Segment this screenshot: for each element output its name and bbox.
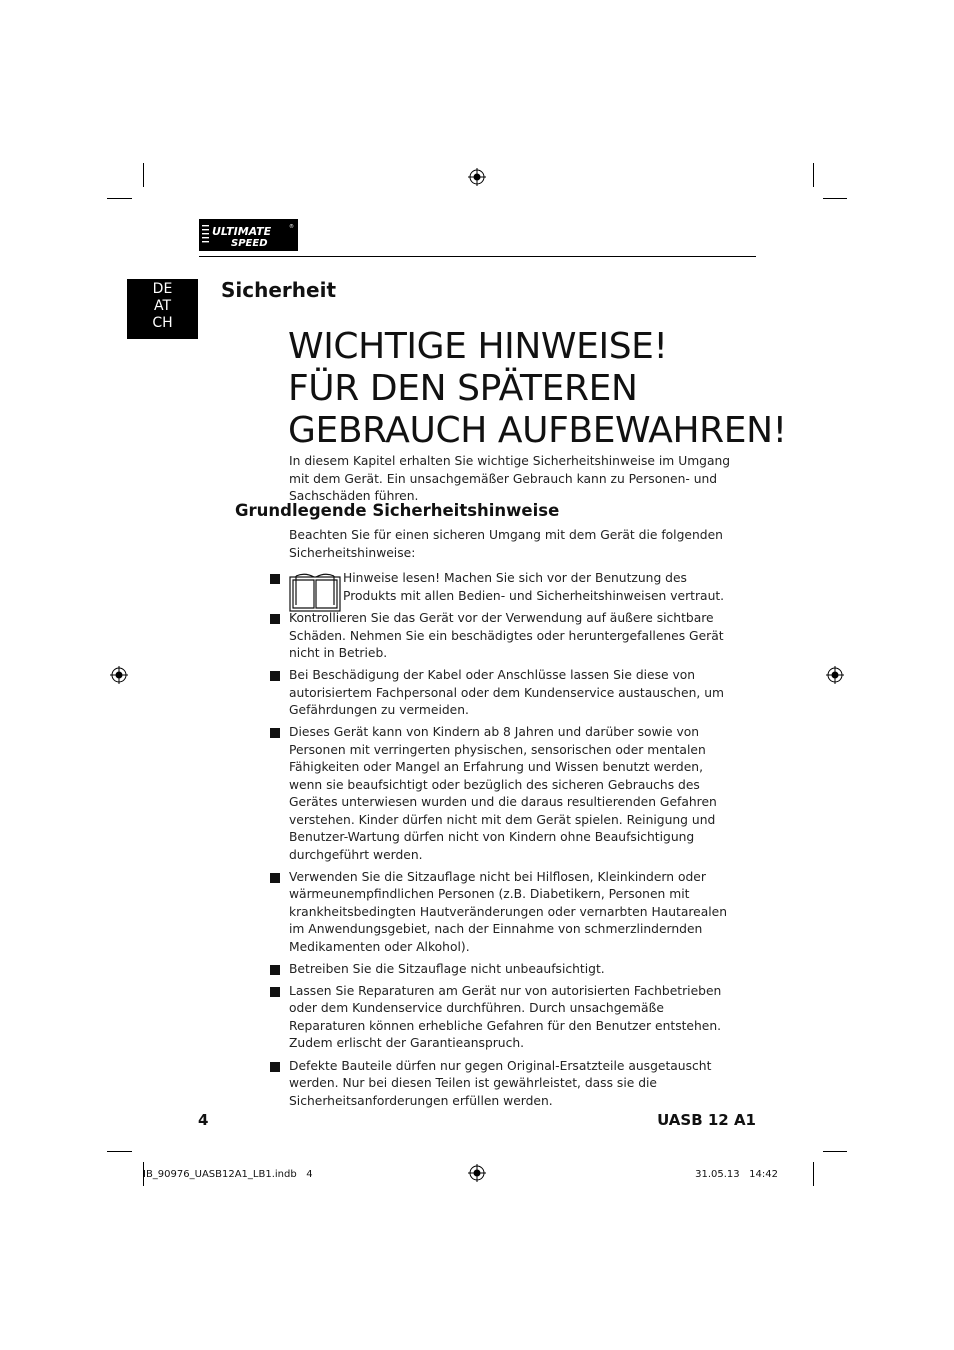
list-item-text: Dieses Gerät kann von Kindern ab 8 Jahren und darüber sowie von Personen mit verringerten physischen, sensorischen oder mentalen Fähigkeiten oder Mangel an Erfahrung und Wissen benutzt werden, wenn sie beaufsichtigt oder bezüglich des sicheren Gebrauchs des Gerätes unterwiesen wurden und die daraus resultierenden Gefahren verstehen. Kinder dürfen nicht mit dem Gerät spielen. Reinigung und Benutzer-Wartung dürfen nicht von Kindern ohne Beaufsichtigung durchgeführt werden. bbox=[289, 725, 717, 862]
list-item bbox=[270, 983, 740, 1053]
list-item-text: Verwenden Sie die Sitzauflage nicht bei Hilflosen, Kleinkindern oder wärmeunempfindlichen Personen (z.B. Diabetikern, Personen mit krankheitsbedingten Hautveränderungen oder vernarbten Hautarealen im Anwendungsgebiet, nach der Einnahme von schmerzlindernden Medikamenten oder Alkohol). bbox=[289, 869, 728, 954]
list-item-text: Bei Beschädigung der Kabel oder Anschlüsse lassen Sie diese von autorisiertem Fachpersonal oder dem Kundenservice austauschen, um Gefährdungen zu vermeiden. bbox=[289, 668, 724, 718]
svg-text:SPEED: SPEED bbox=[231, 238, 268, 249]
registration-mark-icon bbox=[826, 666, 844, 684]
section-title: Sicherheit bbox=[221, 278, 336, 302]
svg-text:ULTIMATE: ULTIMATE bbox=[212, 225, 272, 238]
bullet-square-icon bbox=[270, 728, 280, 738]
bullet-square-icon bbox=[270, 987, 280, 997]
book-icon bbox=[289, 572, 341, 612]
svg-text:®: ® bbox=[289, 224, 294, 230]
model-number: UASB 12 A1 bbox=[657, 1111, 756, 1129]
list-item-text: Betreiben Sie die Sitzauflage nicht unbeaufsichtigt. bbox=[289, 961, 605, 976]
headline-line: FÜR DEN SPÄTEREN bbox=[288, 368, 638, 409]
headline-line: GEBRAUCH AUFBEWAHREN! bbox=[288, 410, 787, 451]
headline-line: WICHTIGE HINWEISE! bbox=[288, 326, 668, 367]
warning-headline bbox=[288, 326, 787, 452]
bullet-square-icon bbox=[270, 965, 280, 975]
subheading: Grundlegende Sicherheitshinweise bbox=[235, 501, 560, 520]
bullet-square-icon bbox=[270, 671, 280, 681]
crop-mark bbox=[813, 1162, 814, 1186]
bullet-square-icon bbox=[270, 873, 280, 883]
brand-logo bbox=[199, 219, 298, 251]
list-item-text: Hinweise lesen! Machen Sie sich vor der Benutzung des Produkts mit allen Bedien- und Sicherheitshinweisen vertraut. bbox=[343, 571, 725, 603]
crop-mark bbox=[107, 1151, 132, 1152]
language-tab bbox=[127, 279, 198, 339]
header-rule bbox=[199, 256, 756, 257]
bullet-square-icon bbox=[270, 574, 280, 584]
list-item bbox=[270, 869, 740, 957]
list-item bbox=[270, 610, 740, 663]
page-number: 4 bbox=[198, 1111, 209, 1129]
lead-paragraph: Beachten Sie für einen sicheren Umgang mit dem Gerät die folgenden Sicherheitshinweise: bbox=[289, 528, 723, 560]
list-item-text: Lassen Sie Reparaturen am Gerät nur von autorisierten Fachbetrieben oder dem Kundenservice durchführen. Durch unsachgemäße Reparaturen können erhebliche Gefahren für den Benutzer entstehen. Zudem erlischt der Garantieanspruch. bbox=[289, 983, 722, 1051]
crop-mark bbox=[823, 1151, 847, 1152]
crop-mark bbox=[143, 163, 144, 187]
list-item bbox=[270, 961, 740, 979]
intro-paragraph: In diesem Kapitel erhalten Sie wichtige Sicherheitshinweise im Umgang mit dem Gerät. Ein unsachgemäßer Gebrauch kann zu Personen- und Sachschäden führen. bbox=[289, 454, 731, 503]
crop-mark bbox=[823, 198, 847, 199]
bullet-square-icon bbox=[270, 1062, 280, 1072]
list-item bbox=[270, 1058, 740, 1111]
registration-mark-icon bbox=[468, 168, 486, 186]
list-item bbox=[270, 570, 740, 605]
bullet-square-icon bbox=[270, 614, 280, 624]
crop-mark bbox=[107, 198, 132, 199]
language-code: DE bbox=[152, 281, 173, 297]
language-code: AT bbox=[153, 298, 172, 314]
language-code: CH bbox=[152, 315, 173, 331]
registration-mark-icon bbox=[110, 666, 128, 684]
crop-mark bbox=[813, 163, 814, 187]
list-item bbox=[270, 667, 740, 720]
list-item bbox=[270, 724, 740, 864]
safety-list bbox=[270, 570, 740, 1115]
print-slug-file: IB_90976_UASB12A1_LB1.indb 4 bbox=[143, 1169, 313, 1180]
list-item-text: Kontrollieren Sie das Gerät vor der Verwendung auf äußere sichtbare Schäden. Nehmen Sie ein beschädigtes oder heruntergefallenes Gerät nicht in Betrieb. bbox=[289, 611, 724, 660]
list-item-text: Defekte Bauteile dürfen nur gegen Original-Ersatzteile ausgetauscht werden. Nur bei diesen Teilen ist gewährleistet, dass sie die Sicherheitsanforderungen erfüllen werden. bbox=[289, 1058, 712, 1108]
registration-mark-icon bbox=[468, 1164, 486, 1182]
print-slug-datetime: 31.05.13 14:42 bbox=[695, 1169, 778, 1180]
